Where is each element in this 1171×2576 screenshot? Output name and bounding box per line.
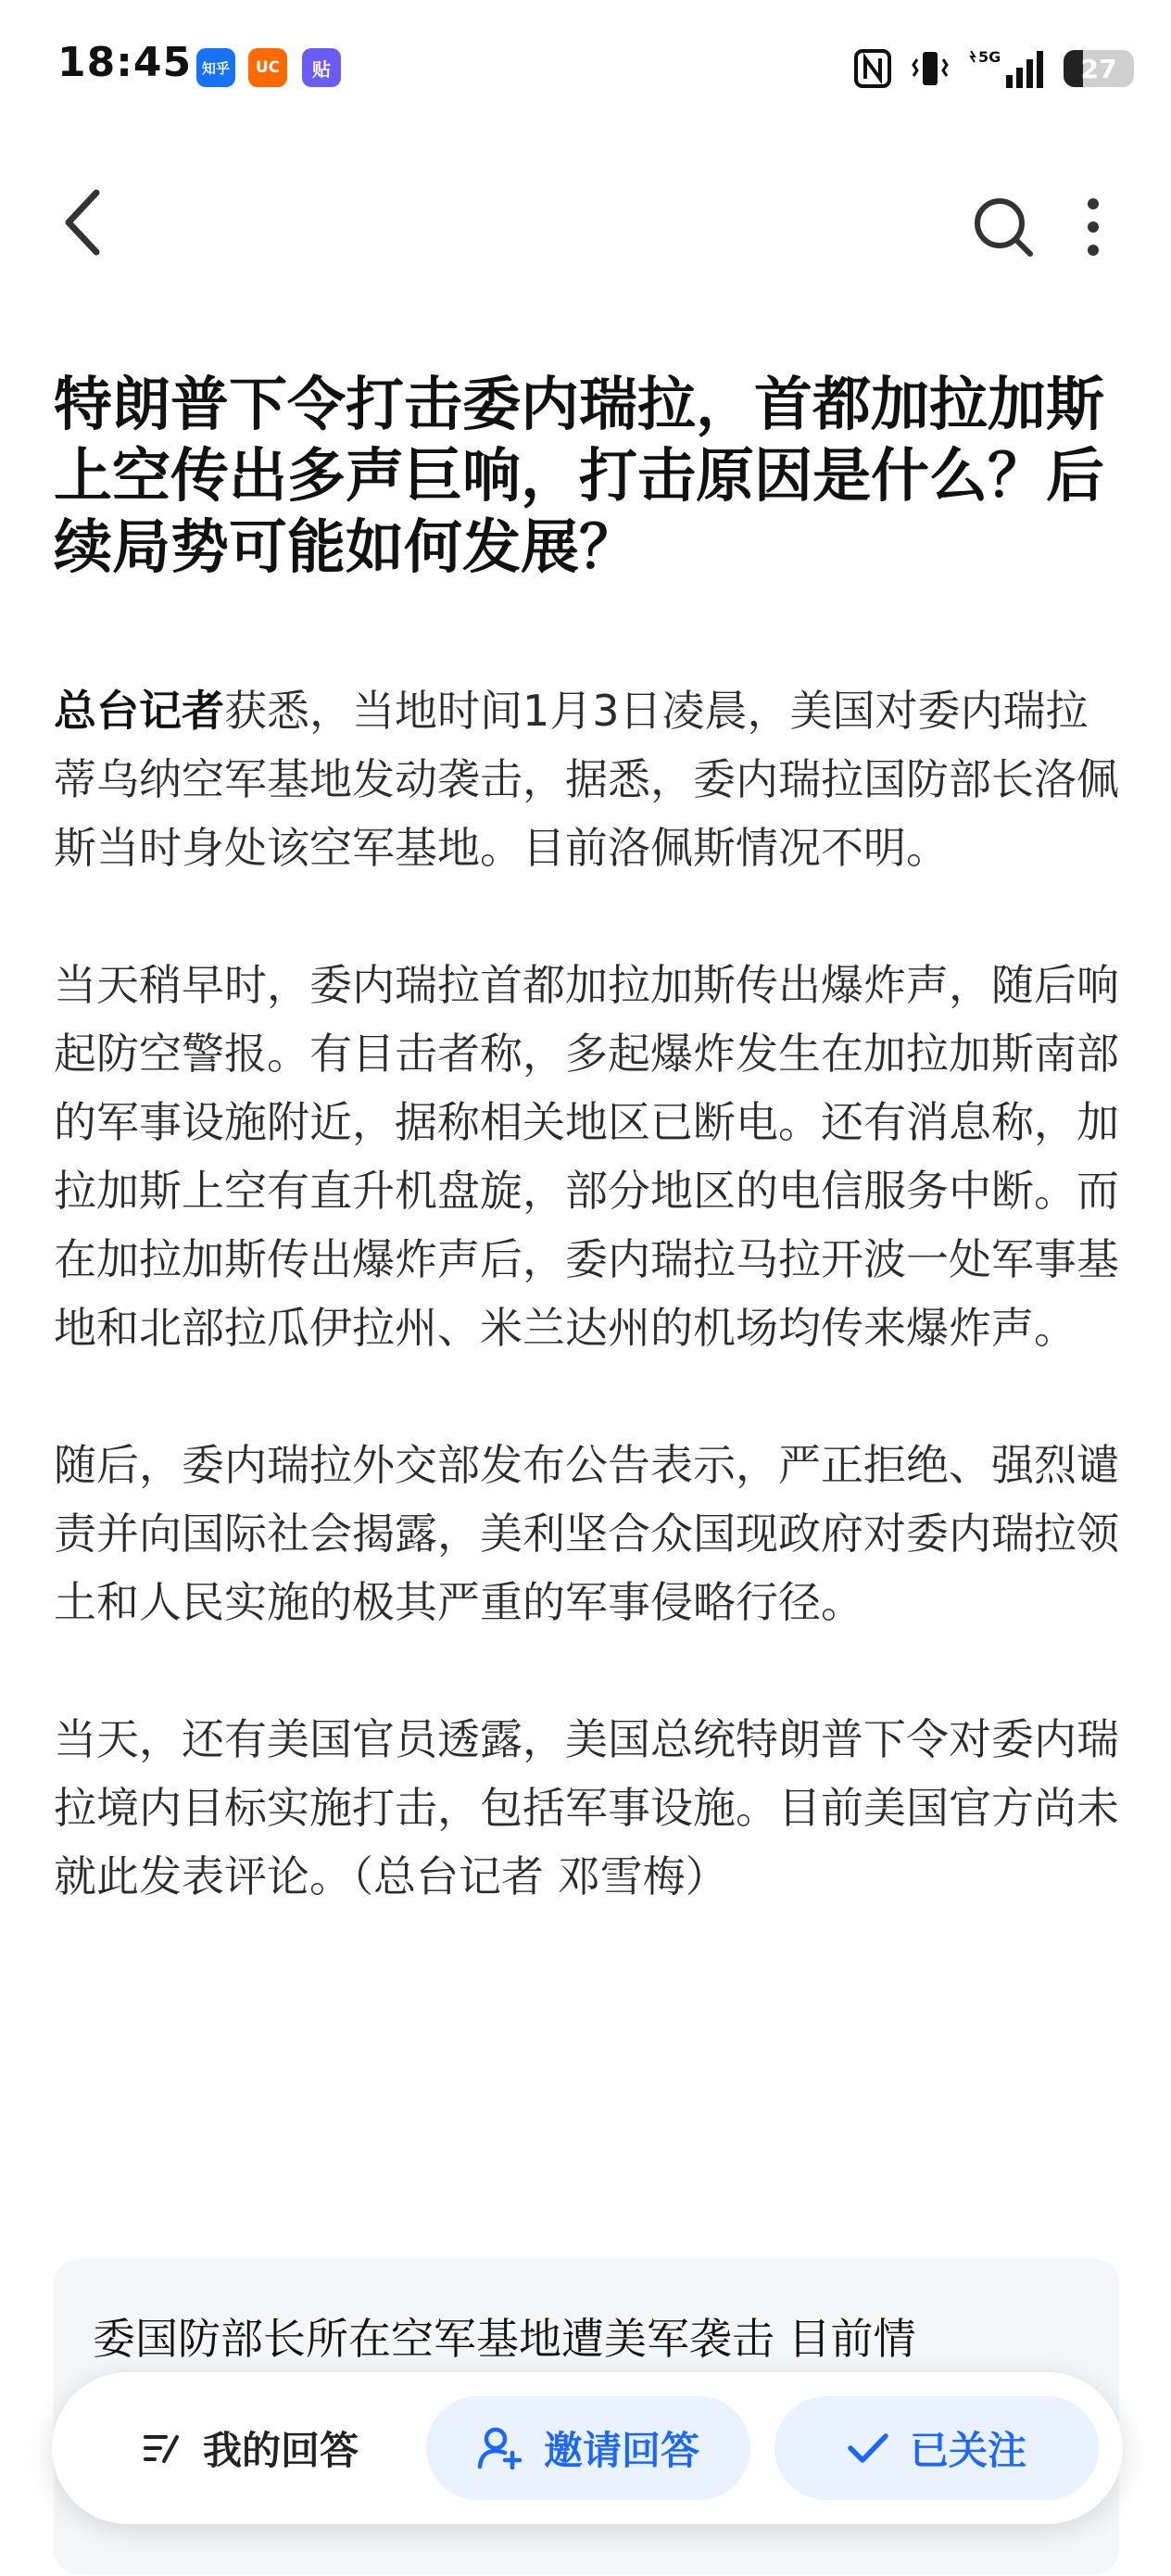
search-icon [971, 195, 1036, 259]
edit-answer-icon [142, 2430, 183, 2467]
signal-5g-icon [969, 47, 1043, 90]
paragraph-lead: 总台记者 [54, 686, 224, 736]
paragraph: 随后，委内瑞拉外交部发布公告表示，严正拒绝、强烈谴责并向国际社会揭露，美利坚合众国现政府对委内瑞拉领土和人民实施的极其严重的军事侵略行径。 [54, 1440, 1119, 1627]
invite-user-icon [477, 2425, 523, 2471]
answer-content [54, 676, 1125, 1979]
zhihu-app-icon: 知乎 [196, 48, 235, 87]
more-vertical-icon [1075, 195, 1112, 259]
follow-label: 已关注 [909, 2428, 1026, 2473]
bottom-action-bar [52, 2372, 1123, 2524]
battery-level: 27 [1080, 53, 1117, 84]
my-answer-label: 我的回答 [202, 2428, 359, 2473]
checkmark-icon [847, 2430, 889, 2467]
my-answer-button[interactable] [93, 2396, 408, 2500]
paragraph: 当天稍早时，委内瑞拉首都加拉加斯传出爆炸声，随后响起防空警报。有目击者称，多起爆炸发生在加拉加斯南部的军事设施附近，据称相关地区已断电。还有消息称，加拉加斯上空有直升机盘旋，部分地区的电信服务中断。而在加拉加斯传出爆炸声后，委内瑞拉马拉开波一处军事基地和北部拉瓜伊拉州、米兰达州的机场均传来爆炸声。 [54, 960, 1119, 1353]
question-title: 特朗普下令打击委内瑞拉，首都加拉加斯上空传出多声巨响，打击原因是什么？后续局势可能如何发展？ [54, 371, 1104, 581]
status-time: 18:45 [57, 39, 193, 86]
follow-button[interactable] [774, 2396, 1099, 2500]
status-bar [0, 0, 1171, 139]
network-type-label: 5G [978, 48, 1001, 66]
related-article-title: 委国防部长所在空军基地遭美军袭击 目前情 [93, 2314, 916, 2364]
invite-answer-label: 邀请回答 [543, 2428, 699, 2473]
paragraph: 总台记者获悉，当地时间1月3日凌晨，美国对委内瑞拉蒂乌纳空军基地发动袭击，据悉，委内瑞拉国防部长洛佩斯当时身处该空军基地。目前洛佩斯情况不明。 [54, 686, 1119, 873]
tieba-app-icon: 贴 [302, 48, 341, 87]
uc-browser-app-icon: UC [248, 48, 287, 87]
nfc-icon [854, 49, 891, 88]
back-button[interactable] [56, 185, 111, 259]
invite-answer-button[interactable] [426, 2396, 750, 2500]
paragraph: 当天，还有美国官员透露，美国总统特朗普下令对委内瑞拉境内目标实施打击，包括军事设施。目前美国官方尚未就此发表评论。（总台记者 邓雪梅） [54, 1714, 1119, 1901]
vibrate-icon [912, 48, 949, 89]
search-button[interactable] [971, 195, 1036, 259]
battery-icon [1064, 50, 1134, 87]
more-options-button[interactable] [1075, 195, 1112, 259]
chevron-left-icon [56, 185, 111, 259]
